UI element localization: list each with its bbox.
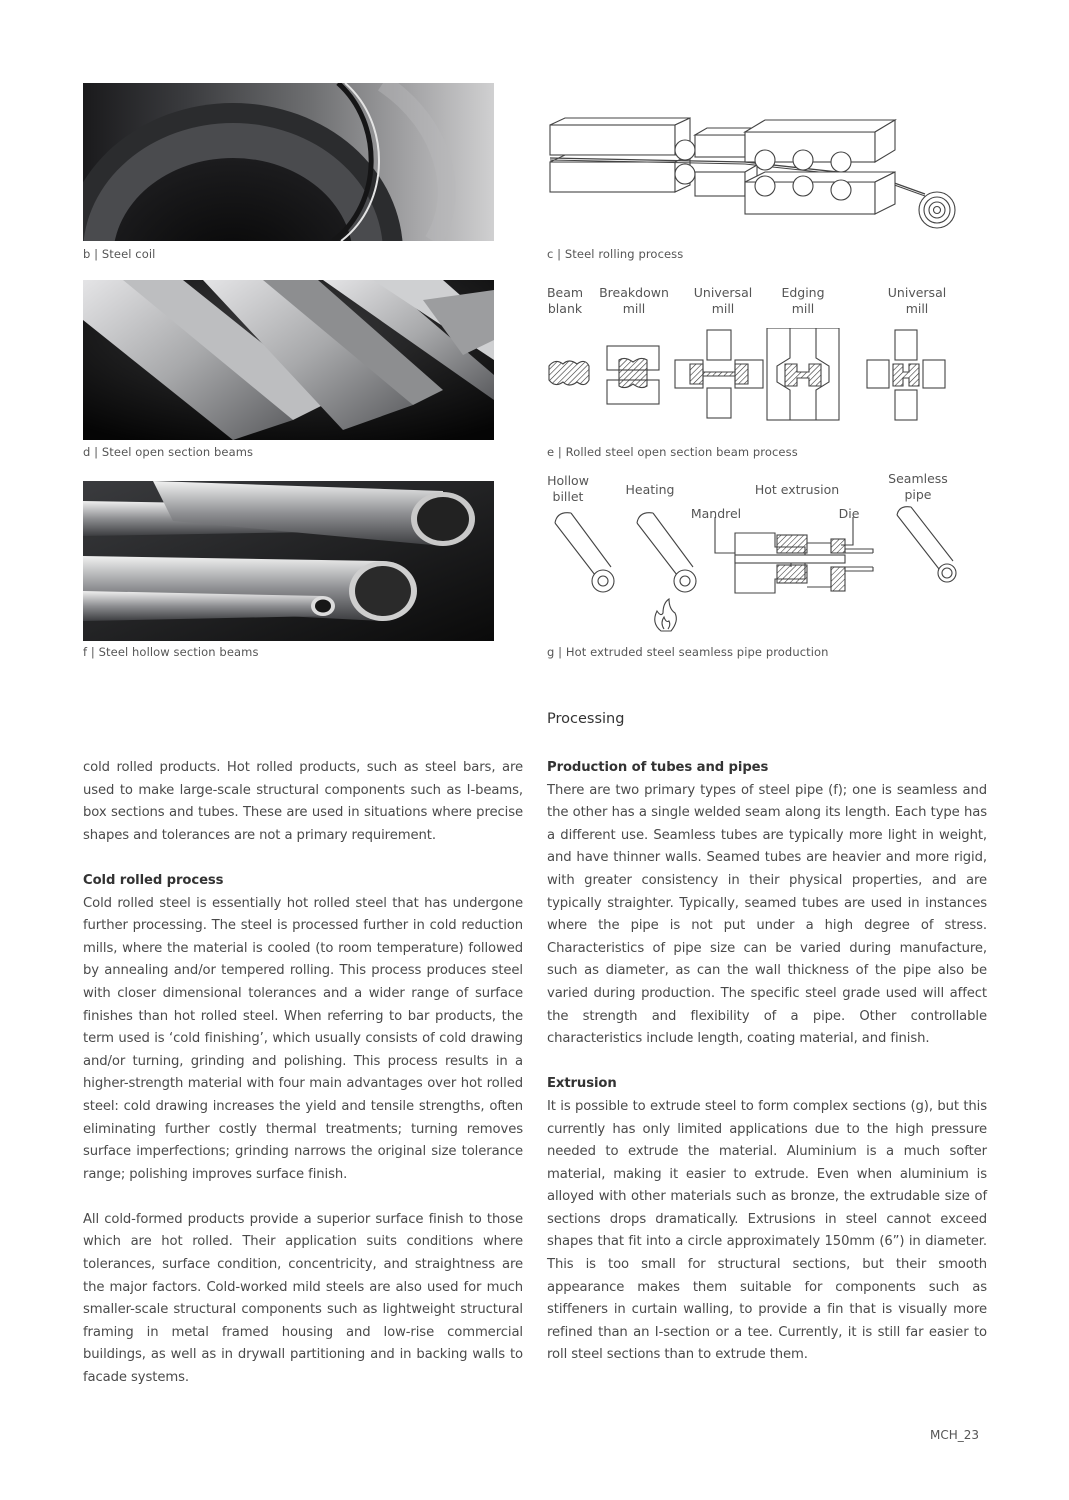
tubes-pipes-heading: Production of tubes and pipes xyxy=(547,760,769,775)
figure-g-caption: g | Hot extruded steel seamless pipe production xyxy=(547,645,829,659)
label-die: Die xyxy=(838,506,860,521)
label-heating: Heating xyxy=(625,482,675,497)
label-universal-mill-2: Universal mill xyxy=(887,285,947,316)
steel-coil-photo xyxy=(83,83,494,241)
figure-c-caption: c | Steel rolling process xyxy=(547,247,684,261)
intro-paragraph: cold rolled products. Hot rolled products, such as steel bars, are used to make large-scale structural components such as I-beams, box sections and tubes. These are used in situations where precise shapes and tolerances are not a primary requirement. xyxy=(83,760,523,843)
label-hot-extrusion: Hot extrusion xyxy=(754,482,840,497)
steel-tubes-photo xyxy=(83,481,494,641)
steel-rolling-diagram xyxy=(545,110,975,235)
steel-beams-photo xyxy=(83,280,494,440)
tubes-pipes-paragraph: There are two primary types of steel pipe (f); one is seamless and the other has a single welded seam along its length. Each type has a different use. Seamless tubes are typically more light in weight, and have thinner walls. Seamed tubes are heavier and more rigid, with greater consistency in their physical properties, and are typically straighter. Typically, seamed tubes are used in instances where the pipe is not put under a high degree of stress. Characteristics of pipe size can be varied during manufacture, such as diameter, as can the wall thickness of the pipe also be varied during production. The specific steel grade used will affect the strength and flexibility of a pipe. Other controllable characteristics include length, coating material, and finish. xyxy=(547,782,987,1047)
extrusion-diagram xyxy=(545,505,965,640)
label-edging-mill: Edging mill xyxy=(781,285,825,316)
page-number: MCH_23 xyxy=(930,1428,980,1442)
section-title-processing: Processing xyxy=(547,711,625,727)
beam-process-diagram xyxy=(545,328,965,428)
left-column xyxy=(83,757,523,1390)
label-beam-blank: Beam blank xyxy=(546,285,584,316)
figure-d-caption: d | Steel open section beams xyxy=(83,445,254,459)
cold-formed-paragraph: All cold-formed products provide a superior surface finish to those which are hot rolled. Their application suits conditions where tolerances, surface condition, concentricity, and straightness are the major factors. Cold-worked mild steels are also used for much smaller-scale structural components such as lightweight structural framing in metal framed housing and low-rise commercial buildings, as well as in drywall partitioning and in backing walls to facade systems. xyxy=(83,1211,523,1386)
extrusion-heading: Extrusion xyxy=(547,1076,617,1092)
label-hollow-billet: Hollow billet xyxy=(547,473,589,504)
extrusion-paragraph: It is possible to extrude steel to form complex sections (g), but this currently has only limited applications due to the high pressure needed to extrude the material. Aluminium is a much softer material, making it easier to extrude. Even when aluminium is alloyed with other materials such as bronze, the extrudable size of sections drops dramatically. Extrusions in steel cannot exceed shapes that fit into a circle approximately 150mm (6”) in diameter. This is too small for structural sections, but their smooth appearance makes them suitable for components such as stiffeners in curtain walling, to provide a fin that is visually more refined than an I-section or a tee. Currently, it is still far easier to roll steel sections than to extrude them. xyxy=(547,1098,987,1363)
figure-f-caption: f | Steel hollow section beams xyxy=(83,645,259,659)
label-universal-mill-1: Universal mill xyxy=(693,285,753,316)
label-breakdown-mill: Breakdown mill xyxy=(599,285,669,316)
label-mandrel: Mandrel xyxy=(690,506,742,521)
cold-rolled-paragraph: Cold rolled steel is essentially hot rolled steel that has undergone further processing. The steel is processed further in cold reduction mills, where the material is cooled (to room temperature) followed by annealing and/or tempered rolling. This process produces steel with closer dimensional tolerances and a wider range of surface finishes than hot rolled steel. When referring to bar products, the term used is ‘cold finishing’, which usually consists of cold drawing and/or turning, grinding and polishing. This process results in a higher-strength material with four main advantages over hot rolled steel: cold drawing increases the yield and tensile strengths, often eliminating further costly thermal treatments; turning removes surface imperfections; grinding narrows the original size tolerance range; polishing improves surface finish. xyxy=(83,895,523,1182)
label-seamless-pipe: Seamless pipe xyxy=(888,471,948,502)
figure-e-caption: e | Rolled steel open section beam process xyxy=(547,445,798,459)
right-column xyxy=(547,757,987,1367)
cold-rolled-heading: Cold rolled process xyxy=(83,872,224,888)
figure-b-caption: b | Steel coil xyxy=(83,247,156,261)
